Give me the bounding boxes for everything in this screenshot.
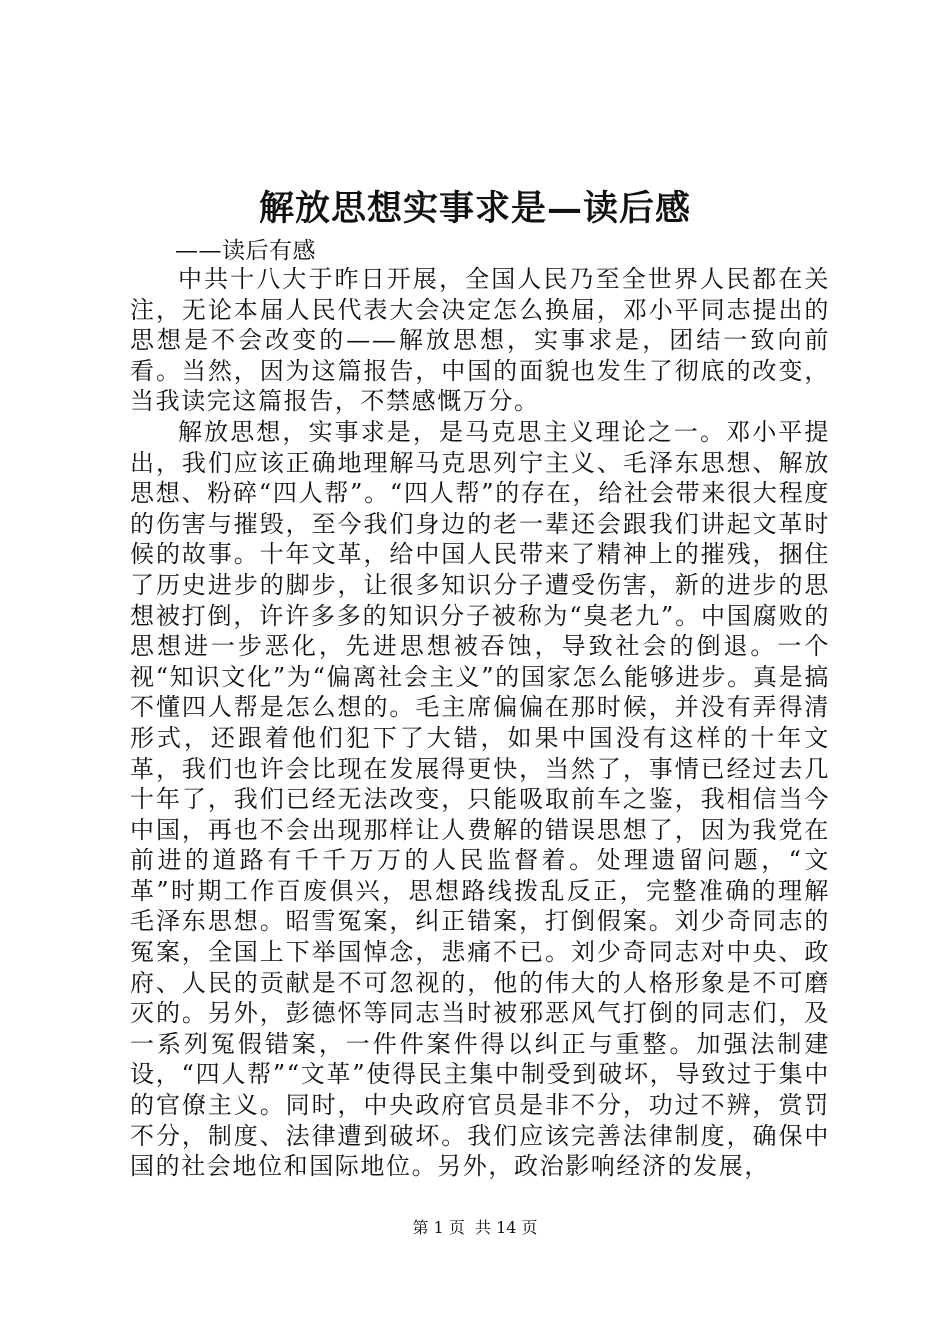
paragraph: 解放思想，实事求是，是马克思主义理论之一。邓小平提出，我们应该正确地理解马克思列宁主义、毛泽东思想、解放思想、粉碎“四人帮”。“四人帮”的存在，给社会带来很大程度的伤害与摧毁，至今我们身边的老一辈还会跟我们讲起文革时候的故事。十年文革，给中国人民带来了精神上的摧残，捆住了历史进步的脚步，让很多知识分子遭受伤害，新的进步的思想被打倒，许许多多的知识分子被称为“臭老九”。中国腐败的思想进一步恶化，先进思想被吞蚀，导致社会的倒退。一个视“知识文化”为“偏离社会主义”的国家怎么能够进步。真是搞不懂四人帮是怎么想的。毛主席偏偏在那时候，并没有弄得清形式，还跟着他们犯下了大错，如果中国没有这样的十年文革，我们也许会比现在发展得更快，当然了，事情已经过去几十年了，我们已经无法改变，只能吸取前车之鉴，我相信当今中国，再也不会出现那样让人费解的错误思想了，因为我党在前进的道路有千千万万的人民监督着。处理遗留问题，“文革”时期工作百废俱兴，思想路线拨乱反正，完整准确的理解毛泽东思想。昭雪冤案，纠正错案，打倒假案。刘少奇同志的冤案，全国上下举国悼念，悲痛不已。刘少奇同志对中央、政府、人民的贡献是不可忽视的，他的伟大的人格形象是不可磨灭的。另外，彭德怀等同志当时被邪恶风气打倒的同志们，及一系列冤假错案，一件件案件得以纠正与重整。加强法制建设，“四人帮”“文革”使得民主集中制受到破坏，导致过于集中的官僚主义。同时，中央政府官员是非不分，功过不辨，赏罚不分，制度、法律遭到破坏。我们应该完善法律制度，确保中国的社会地位和国际地位。另外，政治影响经济的发展，: [130, 417, 830, 1181]
document-title: 解放思想实事求是—读后感: [258, 188, 691, 229]
document-body: [130, 264, 830, 1182]
document-subtitle: ——读后有感: [175, 238, 316, 264]
page-number-footer: 第 1 页 共 14 页: [412, 1218, 538, 1237]
paragraph: 中共十八大于昨日开展，全国人民乃至全世界人民都在关注，无论本届人民代表大会决定怎么换届，邓小平同志提出的思想是不会改变的——解放思想，实事求是，团结一致向前看。当然，因为这篇报告，中国的面貌也发生了彻底的改变，当我读完这篇报告，不禁感慨万分。: [130, 265, 830, 416]
